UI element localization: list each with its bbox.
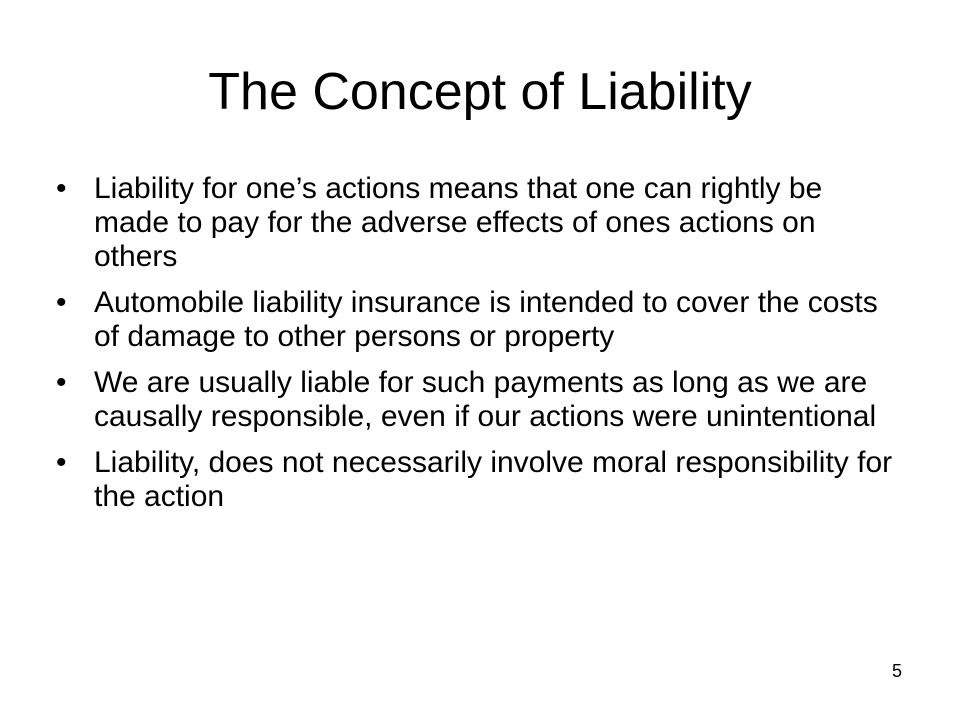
bullet-marker: • [56, 172, 67, 205]
bullet-marker: • [56, 286, 67, 319]
bullet-list [54, 172, 904, 526]
bullet-marker: • [56, 366, 67, 399]
bullet-text: We are usually liable for such payments as long as we are causally responsible, even if our actions were unintentional [94, 366, 877, 433]
bullet-item [54, 446, 904, 514]
bullet-item [54, 172, 904, 274]
bullet-text: Liability, does not necessarily involve moral responsibility for the action [94, 446, 893, 513]
page-number: 5 [891, 661, 902, 681]
bullet-marker: • [56, 446, 67, 479]
bullet-item [54, 286, 904, 354]
slide-title: The Concept of Liability [208, 63, 752, 121]
bullet-item [54, 366, 904, 434]
bullet-text: Automobile liability insurance is intended to cover the costs of damage to other persons or property [94, 286, 878, 353]
bullet-text: Liability for one’s actions means that one can rightly be made to pay for the adverse effects of ones actions on others [94, 172, 823, 273]
